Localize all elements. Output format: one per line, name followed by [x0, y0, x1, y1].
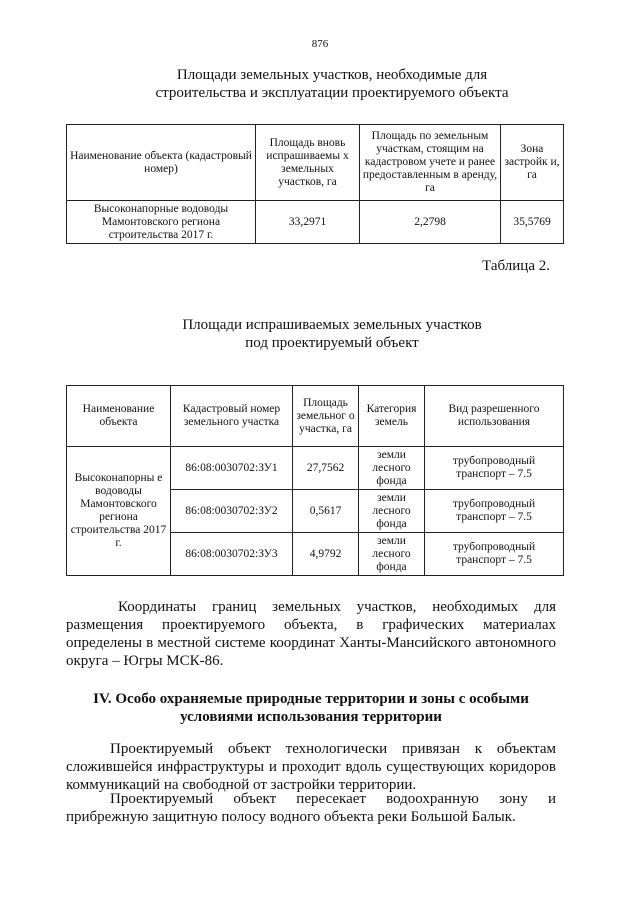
- cadastral-cell: 86:08:0030702:ЗУ3: [171, 533, 293, 576]
- cadastral-cell: 86:08:0030702:ЗУ1: [171, 447, 293, 490]
- table-row: [67, 447, 564, 490]
- area-cell: 4,9792: [293, 533, 359, 576]
- use-cell: трубопроводный транспорт – 7.5: [425, 447, 564, 490]
- header-cell: Зона застройк и, га: [501, 125, 564, 201]
- section-paragraph-2: [66, 790, 556, 826]
- category-cell: земли лесного фонда: [359, 447, 425, 490]
- table-header-row: [67, 125, 564, 201]
- section-heading-line1: IV. Особо охраняемые природные территории и зоны с особыми: [93, 691, 529, 707]
- cadastral-cell: 86:08:0030702:ЗУ2: [171, 490, 293, 533]
- header-cell: Площадь по земельным участкам, стоящим на кадастровом учете и ранее предоставленным в аренду, га: [360, 125, 501, 201]
- header-cell: Площадь вновь испрашиваемы х земельных участков, га: [256, 125, 360, 201]
- header-cell: Категория земель: [359, 386, 425, 447]
- header-cell: Наименование объекта: [67, 386, 171, 447]
- registered-area-cell: 2,2798: [360, 201, 501, 244]
- coordinates-text: Координаты границ земельных участков, необходимых для размещения проектируемого объекта, в графических материалах определены в местной системе координат Ханты-Мансийского автономного округа – Югры МСК-86.: [66, 599, 556, 669]
- table2-title-line2: под проектируемый объект: [245, 335, 419, 351]
- header-cell: Вид разрешенного использования: [425, 386, 564, 447]
- use-cell: трубопроводный транспорт – 7.5: [425, 533, 564, 576]
- table2-caption: Таблица 2.: [482, 258, 550, 274]
- paragraph-text: Проектируемый объект пересекает водоохранную зону и прибрежную защитную полосу водного объекта реки Большой Балык.: [66, 791, 556, 825]
- table1-title-line2: строительства и эксплуатации проектируемого объекта: [155, 85, 509, 101]
- paragraph-text: Проектируемый объект технологически привязан к объектам сложившейся инфраструктуры и проходит вдоль существующих коридоров коммуникаций на свободной от застройки территории.: [66, 741, 556, 793]
- header-cell: Кадастровый номер земельного участка: [171, 386, 293, 447]
- area-cell: 27,7562: [293, 447, 359, 490]
- zone-cell: 35,5769: [501, 201, 564, 244]
- section-paragraph-1: [66, 740, 556, 794]
- new-area-cell: 33,2971: [256, 201, 360, 244]
- page-number: 876: [311, 38, 329, 50]
- table1-title-line1: Площади земельных участков, необходимые для: [176, 67, 488, 83]
- coordinates-paragraph: [66, 598, 556, 670]
- table2-title-line1: Площади испрашиваемых земельных участков: [182, 317, 482, 333]
- category-cell: земли лесного фонда: [359, 490, 425, 533]
- table1-title: [100, 66, 564, 102]
- section-heading: [66, 690, 556, 726]
- area-cell: 0,5617: [293, 490, 359, 533]
- object-name-cell: Высоконапорны е водоводы Мамонтовского региона строительства 2017 г.: [67, 447, 171, 576]
- requested-plots-table: [66, 385, 564, 576]
- table-header-row: [67, 386, 564, 447]
- table2-title: [150, 316, 514, 352]
- category-cell: земли лесного фонда: [359, 533, 425, 576]
- header-cell: Площадь земельног о участка, га: [293, 386, 359, 447]
- header-cell: Наименование объекта (кадастровый номер): [67, 125, 256, 201]
- table-row: [67, 201, 564, 244]
- object-name-cell: Высоконапорные водоводы Мамонтовского региона строительства 2017 г.: [67, 201, 256, 244]
- section-heading-line2: условиями использования территории: [180, 709, 442, 725]
- land-area-table: [66, 124, 564, 244]
- use-cell: трубопроводный транспорт – 7.5: [425, 490, 564, 533]
